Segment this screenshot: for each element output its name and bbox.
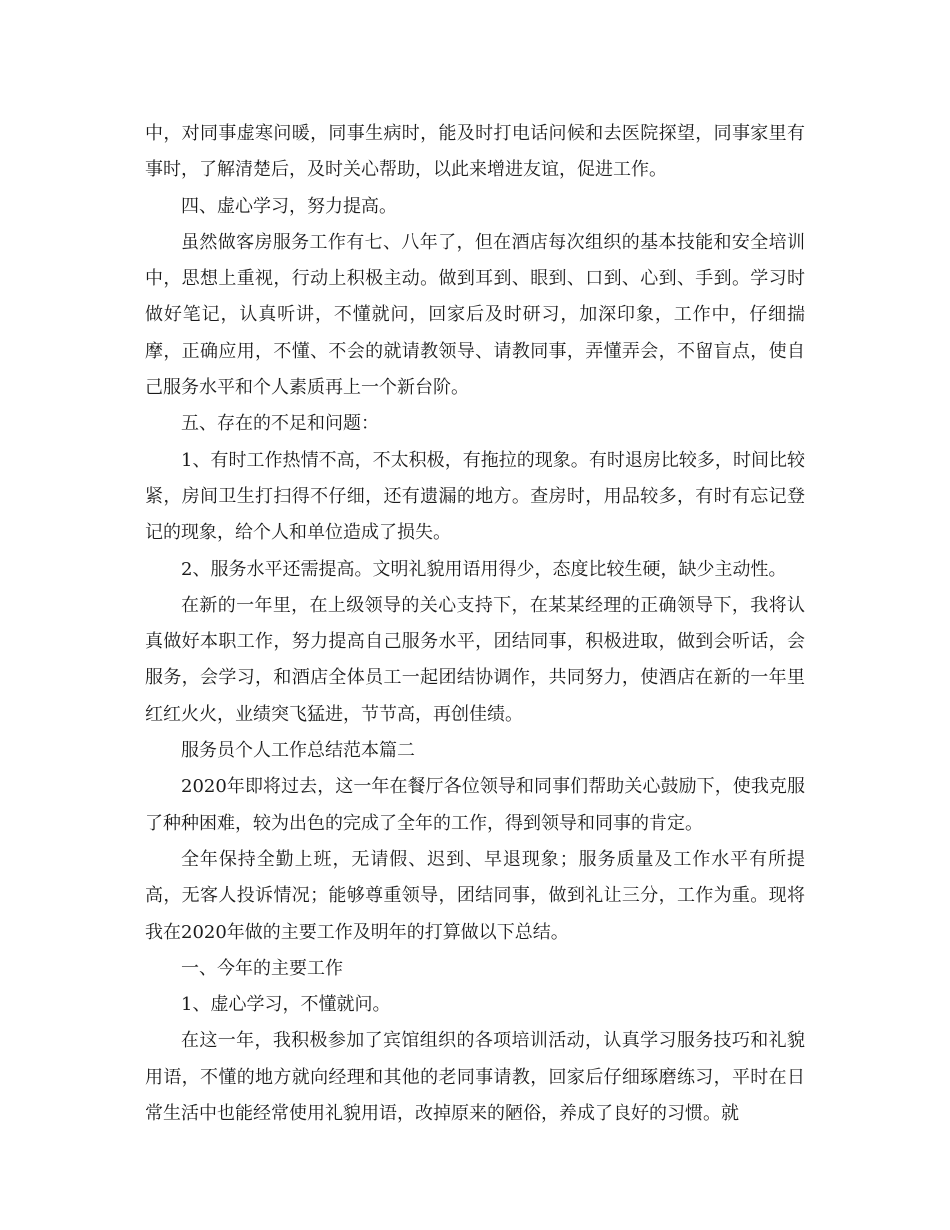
paragraph-8: 服务员个人工作总结范本篇二 [181,740,415,762]
paragraph-7: 在新的一年里，在上级领导的关心支持下，在某某经理的正确领导下，我将认真做好本职工作，努力提高自己服务水平，团结同事，积极进取，做到会听话，会服务，会学习，和酒店全体员工一起团结协调作，共同努力，使酒店在新的一年里红红火火，业绩突飞猛进，节节高，再创佳绩。 [145,594,805,725]
paragraph-9: 2020年即将过去，这一年在餐厅各位领导和同事们帮助关心鼓励下，使我克服了种种困难，较为出色的完成了全年的工作，得到领导和同事的肯定。 [145,776,805,834]
paragraph-1: 中，对同事虚寒问暖，同事生病时，能及时打电话问候和去医院探望，同事家里有事时，了解清楚后，及时关心帮助，以此来增进友谊，促进工作。 [145,123,805,181]
paragraph-4: 五、存在的不足和问题： [181,413,379,435]
paragraph-12: 1、虚心学习，不懂就问。 [181,994,391,1016]
paragraph-11: 一、今年的主要工作 [181,957,343,979]
paragraph-5: 1、有时工作热情不高，不太积极，有拖拉的现象。有时退房比较多，时间比较紧，房间卫生打扫得不仔细，还有遗漏的地方。查房时，用品较多，有时有忘记登记的现象，给个人和单位造成了损失。 [145,449,805,544]
paragraph-2: 四、虚心学习，努力提高。 [181,195,397,217]
paragraph-10: 全年保持全勤上班，无请假、迟到、早退现象；服务质量及工作水平有所提高，无客人投诉情况；能够尊重领导，团结同事，做到礼让三分，工作为重。现将我在2020年做的主要工作及明年的打算做以下总结。 [145,848,805,943]
paragraph-6: 2、服务水平还需提高。文明礼貌用语用得少，态度比较生硬，缺少主动性。 [181,558,787,580]
paragraph-3: 虽然做客房服务工作有七、八年了，但在酒店每次组织的基本技能和安全培训中，思想上重视，行动上积极主动。做到耳到、眼到、口到、心到、手到。学习时做好笔记，认真听讲，不懂就问，回家后及时研习，加深印象，工作中，仔细揣摩，正确应用，不懂、不会的就请教领导、请教同事，弄懂弄会，不留盲点，使自己服务水平和个人素质再上一个新台阶。 [145,231,805,399]
document-body [145,116,805,1132]
paragraph-13: 在这一年，我积极参加了宾馆组织的各项培训活动，认真学习服务技巧和礼貌用语，不懂的地方就向经理和其他的老同事请教，回家后仔细琢磨练习，平时在日常生活中也能经常使用礼貌用语，改掉原来的陋俗，养成了良好的习惯。就 [145,1030,805,1125]
